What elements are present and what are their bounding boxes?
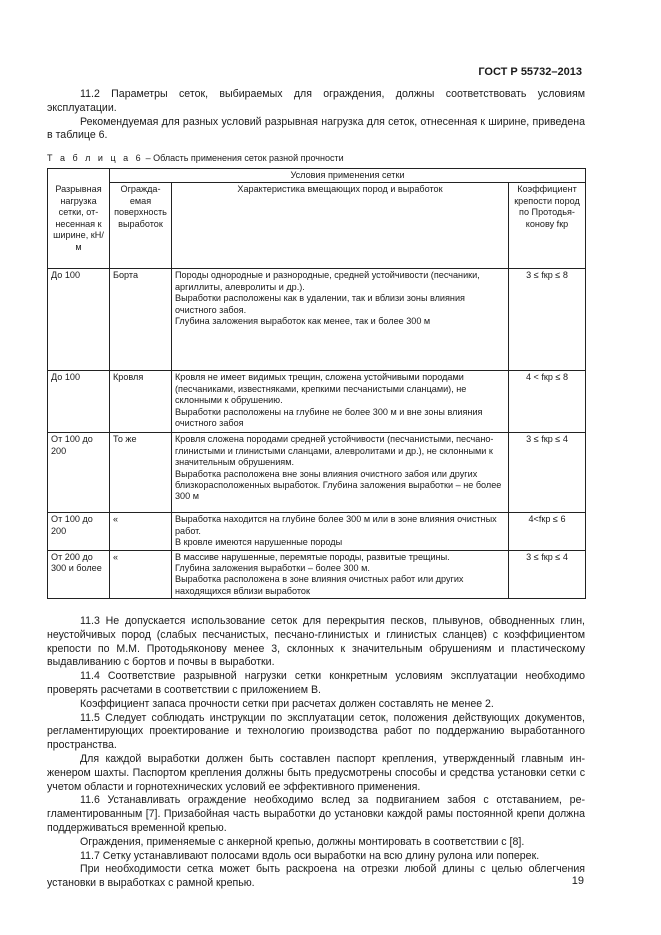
intro-text bbox=[47, 88, 585, 143]
table-caption-text: – Область применения сеток разной прочности bbox=[143, 153, 344, 163]
cell-surface: Кровля bbox=[110, 371, 172, 433]
paragraph-11-6: 11.6 Устанавливать ограждение необходимо вслед за подвиганием забоя с отставанием, регламентированным [7]. Призабойная часть выработки до установки каждой рамы постоянной крепи должна поддерживаться временной крепью. bbox=[47, 794, 585, 834]
table-row bbox=[48, 513, 586, 550]
cell-coefficient: 3 ≤ fкр ≤ 8 bbox=[509, 269, 586, 371]
table-header-row-1 bbox=[48, 169, 586, 183]
cell-surface: « bbox=[110, 513, 172, 550]
paragraph-cutting: При необходимости сетка может быть раскроена на отрезки любой длины с целью облегчения установки в выработках с рамной крепью. bbox=[47, 863, 585, 890]
paragraph-11-3: 11.3 Не допускается использование сеток для перекрытия песков, плывунов, обводненных глин, неустойчивых пород (слабых песчанистых, песчано-глинистых и глинистых сланцев) с коэффициентом крепости по М.М. Протодьяконову менее 3, склонных к значительным обрушениям и пластическому выдавливанию с бортов и почвы в выработки. bbox=[47, 615, 585, 669]
cell-surface: Борта bbox=[110, 269, 172, 371]
characteristic-line: Выработки расположены как в удалении, так и вблизи зоны влияния очистного забоя. bbox=[175, 293, 465, 315]
characteristic-line: Кровля сложена породами средней устойчивости (песчанистыми, песчано-глинистыми и глинистыми сланцами, алевролитами и др.), не склонными к значительным обрушениям. bbox=[175, 434, 494, 468]
cell-coefficient: 4<fкр ≤ 6 bbox=[509, 513, 586, 550]
header-coefficient: Коэффициент крепости пород по Протодьяконову fкр bbox=[509, 183, 586, 269]
cell-load: От 100 до 200 bbox=[48, 433, 110, 513]
characteristic-line: Глубина заложения выработки – более 300 м. bbox=[175, 563, 370, 574]
table-caption bbox=[47, 153, 344, 163]
characteristic-line: Выработки расположены на глубине не более 300 м и вне зоны влияния очистного забоя bbox=[175, 406, 483, 429]
paragraph-11-4: 11.4 Соответствие разрывной нагрузки сетки конкретным условиям эксплуатации необходимо проверять расчетами в соответствии с приложением В. bbox=[47, 670, 585, 696]
characteristic-line: В кровле имеются нарушенные породы bbox=[175, 537, 343, 548]
cell-characteristic bbox=[172, 269, 509, 371]
cell-surface: То же bbox=[110, 433, 172, 513]
header-conditions: Условия применения сетки bbox=[110, 169, 586, 183]
cell-characteristic bbox=[172, 550, 509, 599]
characteristic-line: Породы однородные и разнородные, средней устойчивости (песчаники, аргиллиты, алевролиты и др.). bbox=[175, 270, 480, 292]
paragraph-recommended-load: Рекомендуемая для разных условий разрывная нагрузка для сеток, отнесенная к ширине, приведена в таблице 6. bbox=[47, 115, 585, 142]
document-code: ГОСТ Р 55732–2013 bbox=[478, 66, 582, 78]
cell-surface: « bbox=[110, 550, 172, 599]
paragraph-11-7: 11.7 Сетку устанавливают полосами вдоль оси выработки на всю длину рулона или поперек. bbox=[80, 849, 540, 862]
cell-load: От 100 до 200 bbox=[48, 513, 110, 550]
header-characteristic: Характеристика вмещающих пород и выработок bbox=[172, 183, 509, 269]
cell-load: До 100 bbox=[48, 371, 110, 433]
characteristic-line: В массиве нарушенные, перемятые породы, развитые трещины. bbox=[175, 551, 450, 562]
characteristic-line: Выработка находится на глубине более 300 м или в зоне влияния очистных работ. bbox=[175, 514, 497, 536]
header-surface: Ограждаемая поверхность выработок bbox=[110, 183, 172, 269]
paragraph-anchor: Ограждения, применяемые с анкерной крепью, должны монтировать в соответствии с [8]. bbox=[80, 835, 525, 848]
cell-coefficient: 3 ≤ fкр ≤ 4 bbox=[509, 433, 586, 513]
paragraph-passport: Для каждой выработки должен быть составлен паспорт крепления, утвержденный главным инженером шахты. Паспортом крепления должны быть предусмотрены способы и средства установки сетки с учетом области и горнотехнических условий ее эффективного применения. bbox=[47, 752, 585, 793]
cell-characteristic bbox=[172, 433, 509, 513]
page-number: 19 bbox=[571, 875, 584, 887]
cell-load: До 100 bbox=[48, 269, 110, 371]
table-caption-label: Т а б л и ц а 6 bbox=[47, 153, 144, 163]
cell-characteristic bbox=[172, 371, 509, 433]
header-load: Разрывная нагрузка сетки, отнесенная к ширине, кН/м bbox=[48, 169, 110, 269]
characteristic-line: Кровля не имеет видимых трещин, сложена устойчивыми породами (песчаниками, известняками, крепкими песчанистыми сланцами), не склонными к обрушению. bbox=[175, 372, 467, 406]
cell-coefficient: 3 ≤ fкр ≤ 4 bbox=[509, 550, 586, 599]
paragraph-11-5: 11.5 Следует соблюдать инструкции по эксплуатации сеток, положения действующих документов, регламентирующих проектирование и технологию производства работ по поддержанию выработанного пространства. bbox=[47, 711, 585, 752]
table-6 bbox=[47, 168, 586, 599]
body-text bbox=[47, 615, 585, 891]
paragraph-11-2: 11.2 Параметры сеток, выбираемых для ограждения, должны соответствовать условиям эксплуатации. bbox=[47, 88, 585, 114]
table-row bbox=[48, 269, 586, 371]
cell-load: От 200 до 300 и более bbox=[48, 550, 110, 599]
table-row bbox=[48, 550, 586, 599]
characteristic-line: Выработка расположена в зоне влияния очистных работ или других находящихся вблизи выработок bbox=[175, 574, 464, 596]
table-row bbox=[48, 433, 586, 513]
cell-coefficient: 4 < fкр ≤ 8 bbox=[509, 371, 586, 433]
table-header-row-2 bbox=[48, 183, 586, 269]
characteristic-line: Выработка расположена вне зоны влияния очистного забоя или других близкорасположенных выработок. Глубина заложения выработки – не более 300 м bbox=[175, 468, 502, 502]
characteristic-line: Глубина заложения выработок как менее, так и более 300 м bbox=[175, 316, 431, 327]
table-row bbox=[48, 371, 586, 433]
paragraph-safety-factor: Коэффициент запаса прочности сетки при расчетах должен составлять не менее 2. bbox=[80, 697, 494, 710]
cell-characteristic bbox=[172, 513, 509, 550]
